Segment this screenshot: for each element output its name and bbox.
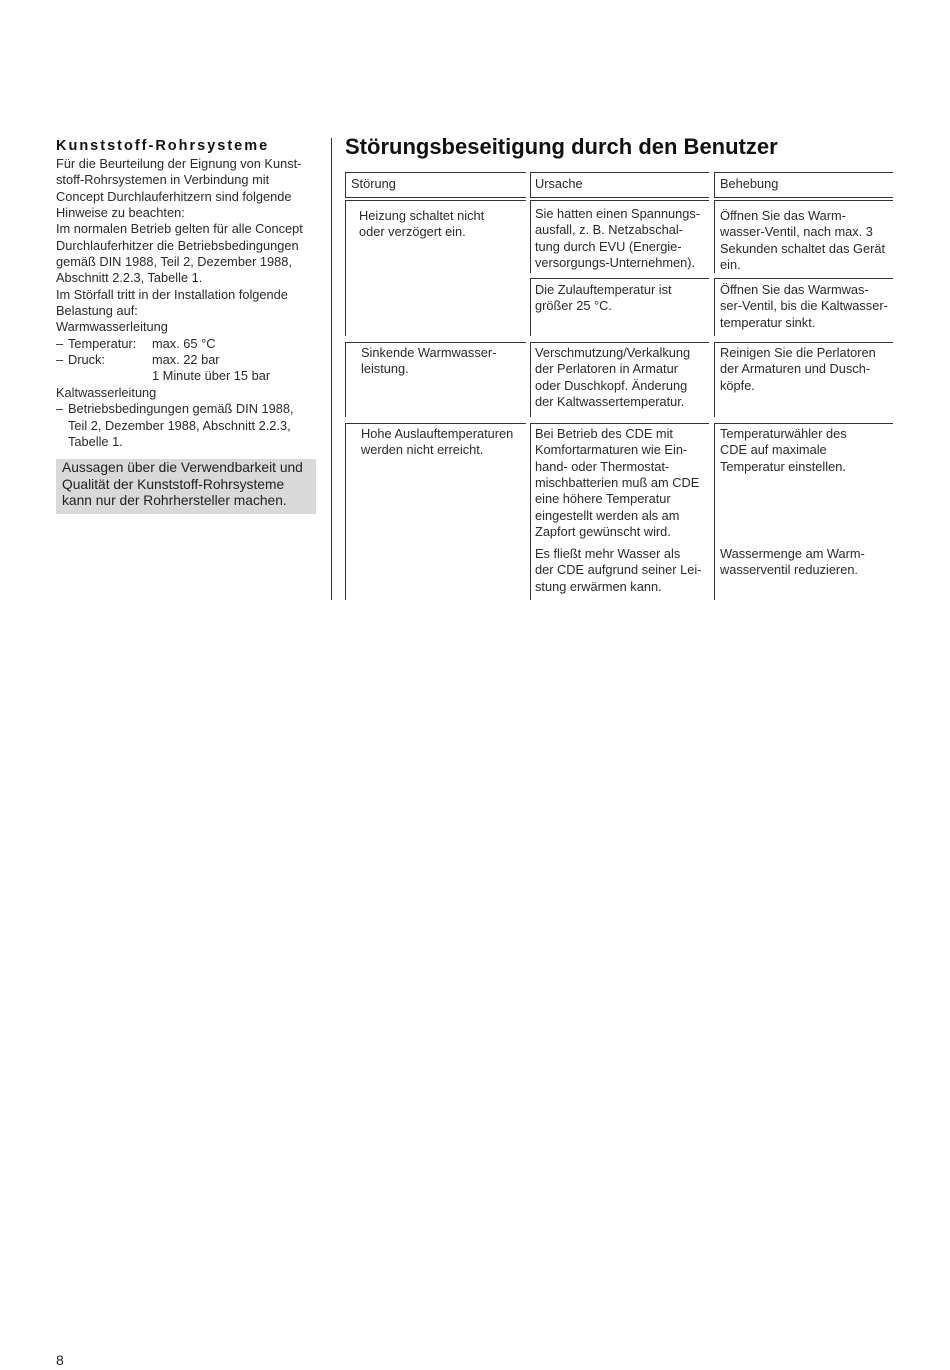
cause-text: Bei Betrieb des CDE mit Komfortarmaturen wie Ein- hand- oder Thermostat- mischbatterien muß am CDE eine höhere Temperatur eingestellt werden als am Zapfort gewünscht wird. bbox=[535, 426, 700, 540]
table-cell-remedy bbox=[714, 342, 893, 417]
kunststoff-section-body bbox=[56, 156, 318, 450]
cause-text: Verschmutzung/Verkalkung der Perlatoren in Armatur oder Duschkopf. Änderung der Kaltwassertemperatur. bbox=[535, 345, 691, 410]
table-cell-fault bbox=[345, 423, 526, 600]
table-cell-remedy bbox=[714, 423, 893, 600]
list-item-druck bbox=[56, 352, 318, 385]
list-label: Temperatur: bbox=[68, 335, 137, 351]
list-label: Druck: bbox=[68, 352, 105, 368]
table-cell-remedy bbox=[714, 200, 893, 273]
list-item-betriebsbedingungen bbox=[56, 401, 318, 450]
table-header-stoerung bbox=[345, 172, 526, 198]
table-cell-fault bbox=[345, 342, 526, 417]
list-dash: – bbox=[56, 352, 64, 368]
table-header-behebung bbox=[714, 172, 893, 198]
list-value: max. 22 bar 1 Minute über 15 bar bbox=[152, 352, 271, 384]
remedy-text: Temperaturwähler des CDE auf maximale Temperatur einstellen. bbox=[720, 426, 847, 474]
remedy-text: Öffnen Sie das Warmwas- ser-Ventil, bis die Kaltwasser- temperatur sinkt. bbox=[720, 282, 888, 330]
kaltwasser-heading: Kaltwasserleitung bbox=[56, 384, 157, 400]
section-title-kunststoff-rohrsysteme: Kunststoff-Rohrsysteme bbox=[56, 138, 270, 154]
remedy-text: Öffnen Sie das Warm- wasser-Ventil, nach max. 3 Sekunden schaltet das Gerät ein. bbox=[720, 208, 886, 273]
warmwasser-heading: Warmwasserleitung bbox=[56, 319, 168, 335]
header-label: Störung bbox=[351, 176, 396, 191]
cause-text: Die Zulauftemperatur ist größer 25 °C. bbox=[535, 282, 672, 314]
column-divider bbox=[331, 138, 332, 600]
cause-text: Sie hatten einen Spannungs- ausfall, z. B. Netzabschal- tung durch EVU (Energie- versorgungs-Unternehmen). bbox=[535, 206, 701, 271]
table-header-ursache bbox=[530, 172, 709, 198]
table-cell-cause bbox=[530, 200, 709, 273]
list-text: Betriebsbedingungen gemäß DIN 1988, Teil 2, Dezember 1988, Abschnitt 2.2.3, Tabelle 1. bbox=[68, 401, 294, 449]
intro-paragraph: Für die Beurteilung der Eignung von Kunst- stoff-Rohrsystemen in Verbindung mit Concept Durchlauferhitzern sind folgende Hinweise zu beachten: Im normalen Betrieb gelten für alle Concept Durchlauferhitzer die Betriebsbedingungen gemäß DIN 1988, Teil 2, Dezember 1988, Abschnitt 2.2.3, Tabelle 1. Im Störfall tritt in der Installation folgende Belastung auf: bbox=[56, 156, 303, 319]
table-cell-cause bbox=[530, 278, 709, 336]
table-cell-remedy bbox=[714, 278, 893, 336]
section-title-stoerungsbeseitigung: Störungsbeseitigung durch den Benutzer bbox=[345, 134, 778, 159]
remedy-text: Reinigen Sie die Perlatoren der Armaturen und Dusch- köpfe. bbox=[720, 345, 876, 393]
header-label: Ursache bbox=[535, 176, 583, 191]
page-number: 8 bbox=[56, 1352, 64, 1368]
table-cell-cause bbox=[530, 342, 709, 417]
note-box: Aussagen über die Verwendbarkeit und Qualität der Kunststoff-Rohrsysteme kann nur der Rohrhersteller machen. bbox=[56, 459, 316, 514]
list-item-temperatur bbox=[56, 336, 318, 352]
fault-text: Sinkende Warmwasser- leistung. bbox=[361, 345, 497, 377]
list-value: max. 65 °C bbox=[152, 335, 216, 351]
list-dash: – bbox=[56, 401, 64, 417]
cause-text: Es fließt mehr Wasser als der CDE aufgrund seiner Lei- stung erwärmen kann. bbox=[535, 546, 702, 594]
table-cell-cause bbox=[530, 423, 709, 600]
remedy-text: Wassermenge am Warm- wasserventil reduzieren. bbox=[720, 546, 865, 578]
fault-text: Heizung schaltet nicht oder verzögert ein. bbox=[359, 208, 485, 240]
list-dash: – bbox=[56, 335, 64, 351]
table-cell-fault bbox=[345, 200, 526, 336]
header-label: Behebung bbox=[720, 176, 779, 191]
fault-text: Hohe Auslauftemperaturen werden nicht erreicht. bbox=[361, 426, 514, 458]
